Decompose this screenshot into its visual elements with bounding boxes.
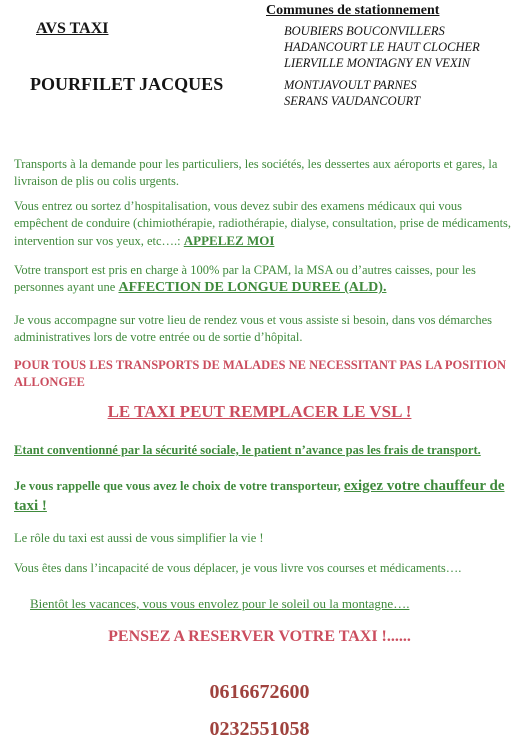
- phone-mobile[interactable]: 0616672600: [209, 681, 310, 703]
- cpam-text: Votre transport est pris en charge à 100% par la CPAM, la MSA ou d’autres caisses, pour les personnes ayant une: [14, 263, 476, 294]
- paragraph-holidays: Bientôt les vacances, vous vous envolez pour le soleil ou la montagne….: [30, 596, 410, 611]
- vsl-headline-text: LE TAXI PEUT REMPLACER LE VSL !: [107, 402, 412, 421]
- paragraph-accompany: Je vous accompagne sur votre lieu de rendez vous et vous assiste si besoin, dans vos démarches administratives lors de votre entrée ou de sortie d’hôpital.: [14, 313, 493, 344]
- paragraph-delivery: Vous êtes dans l’incapacité de vous déplacer, je vous livre vos courses et médicaments….: [14, 561, 462, 575]
- paragraph-cpam: [14, 262, 514, 296]
- commune-line: MONTJAVOULT PARNES: [284, 78, 417, 92]
- communes-heading: Communes de stationnement: [266, 3, 440, 18]
- reserve-headline: PENSEZ A RESERVER VOTRE TAXI !......: [108, 628, 411, 645]
- hospital-text: Vous entrez ou sortez d’hospitalisation, vous devez subir des examens médicaux qui vous empêchent de conduire (chimiothérapie, radiothérapie, dialyse, consultation, prise de médicaments, intervention sur vos yeux, etc….:: [14, 199, 512, 248]
- company-title: AVS TAXI: [36, 20, 109, 37]
- commune-line: SERANS VAUDANCOURT: [284, 94, 421, 108]
- paragraph-hospital: [14, 198, 514, 250]
- paragraph-simplify: Le rôle du taxi est aussi de vous simplifier la vie !: [14, 531, 264, 545]
- phone-landline[interactable]: 0232551058: [209, 718, 310, 740]
- convention-note: Etant conventionné par la sécurité sociale, le patient n’avance pas les frais de transport.: [14, 443, 481, 457]
- vsl-headline: [0, 402, 519, 422]
- call-me-emphasis: APPELEZ MOI: [183, 233, 275, 248]
- commune-line: LIERVILLE MONTAGNY EN VEXIN: [284, 56, 471, 70]
- driver-name: POURFILET JACQUES: [30, 74, 224, 94]
- paragraph-choice: [14, 476, 514, 516]
- commune-line: BOUBIERS BOUCONVILLERS: [284, 24, 445, 38]
- commune-line: HADANCOURT LE HAUT CLOCHER: [284, 40, 480, 54]
- choose-driver-emphasis: exigez votre chauffeur de taxi !: [14, 478, 505, 514]
- paragraph-services: Transports à la demande pour les particuliers, les sociétés, les dessertes aux aéroports et gares, la livraison de plis ou colis urgents.: [14, 157, 498, 188]
- choice-text: Je vous rappelle que vous avez le choix de votre transporteur,: [14, 479, 341, 493]
- red-notice: POUR TOUS LES TRANSPORTS DE MALADES NE NECESSITANT PAS LA POSITION ALLONGEE: [14, 358, 507, 389]
- ald-emphasis: AFFECTION DE LONGUE DUREE (ALD).: [118, 280, 387, 295]
